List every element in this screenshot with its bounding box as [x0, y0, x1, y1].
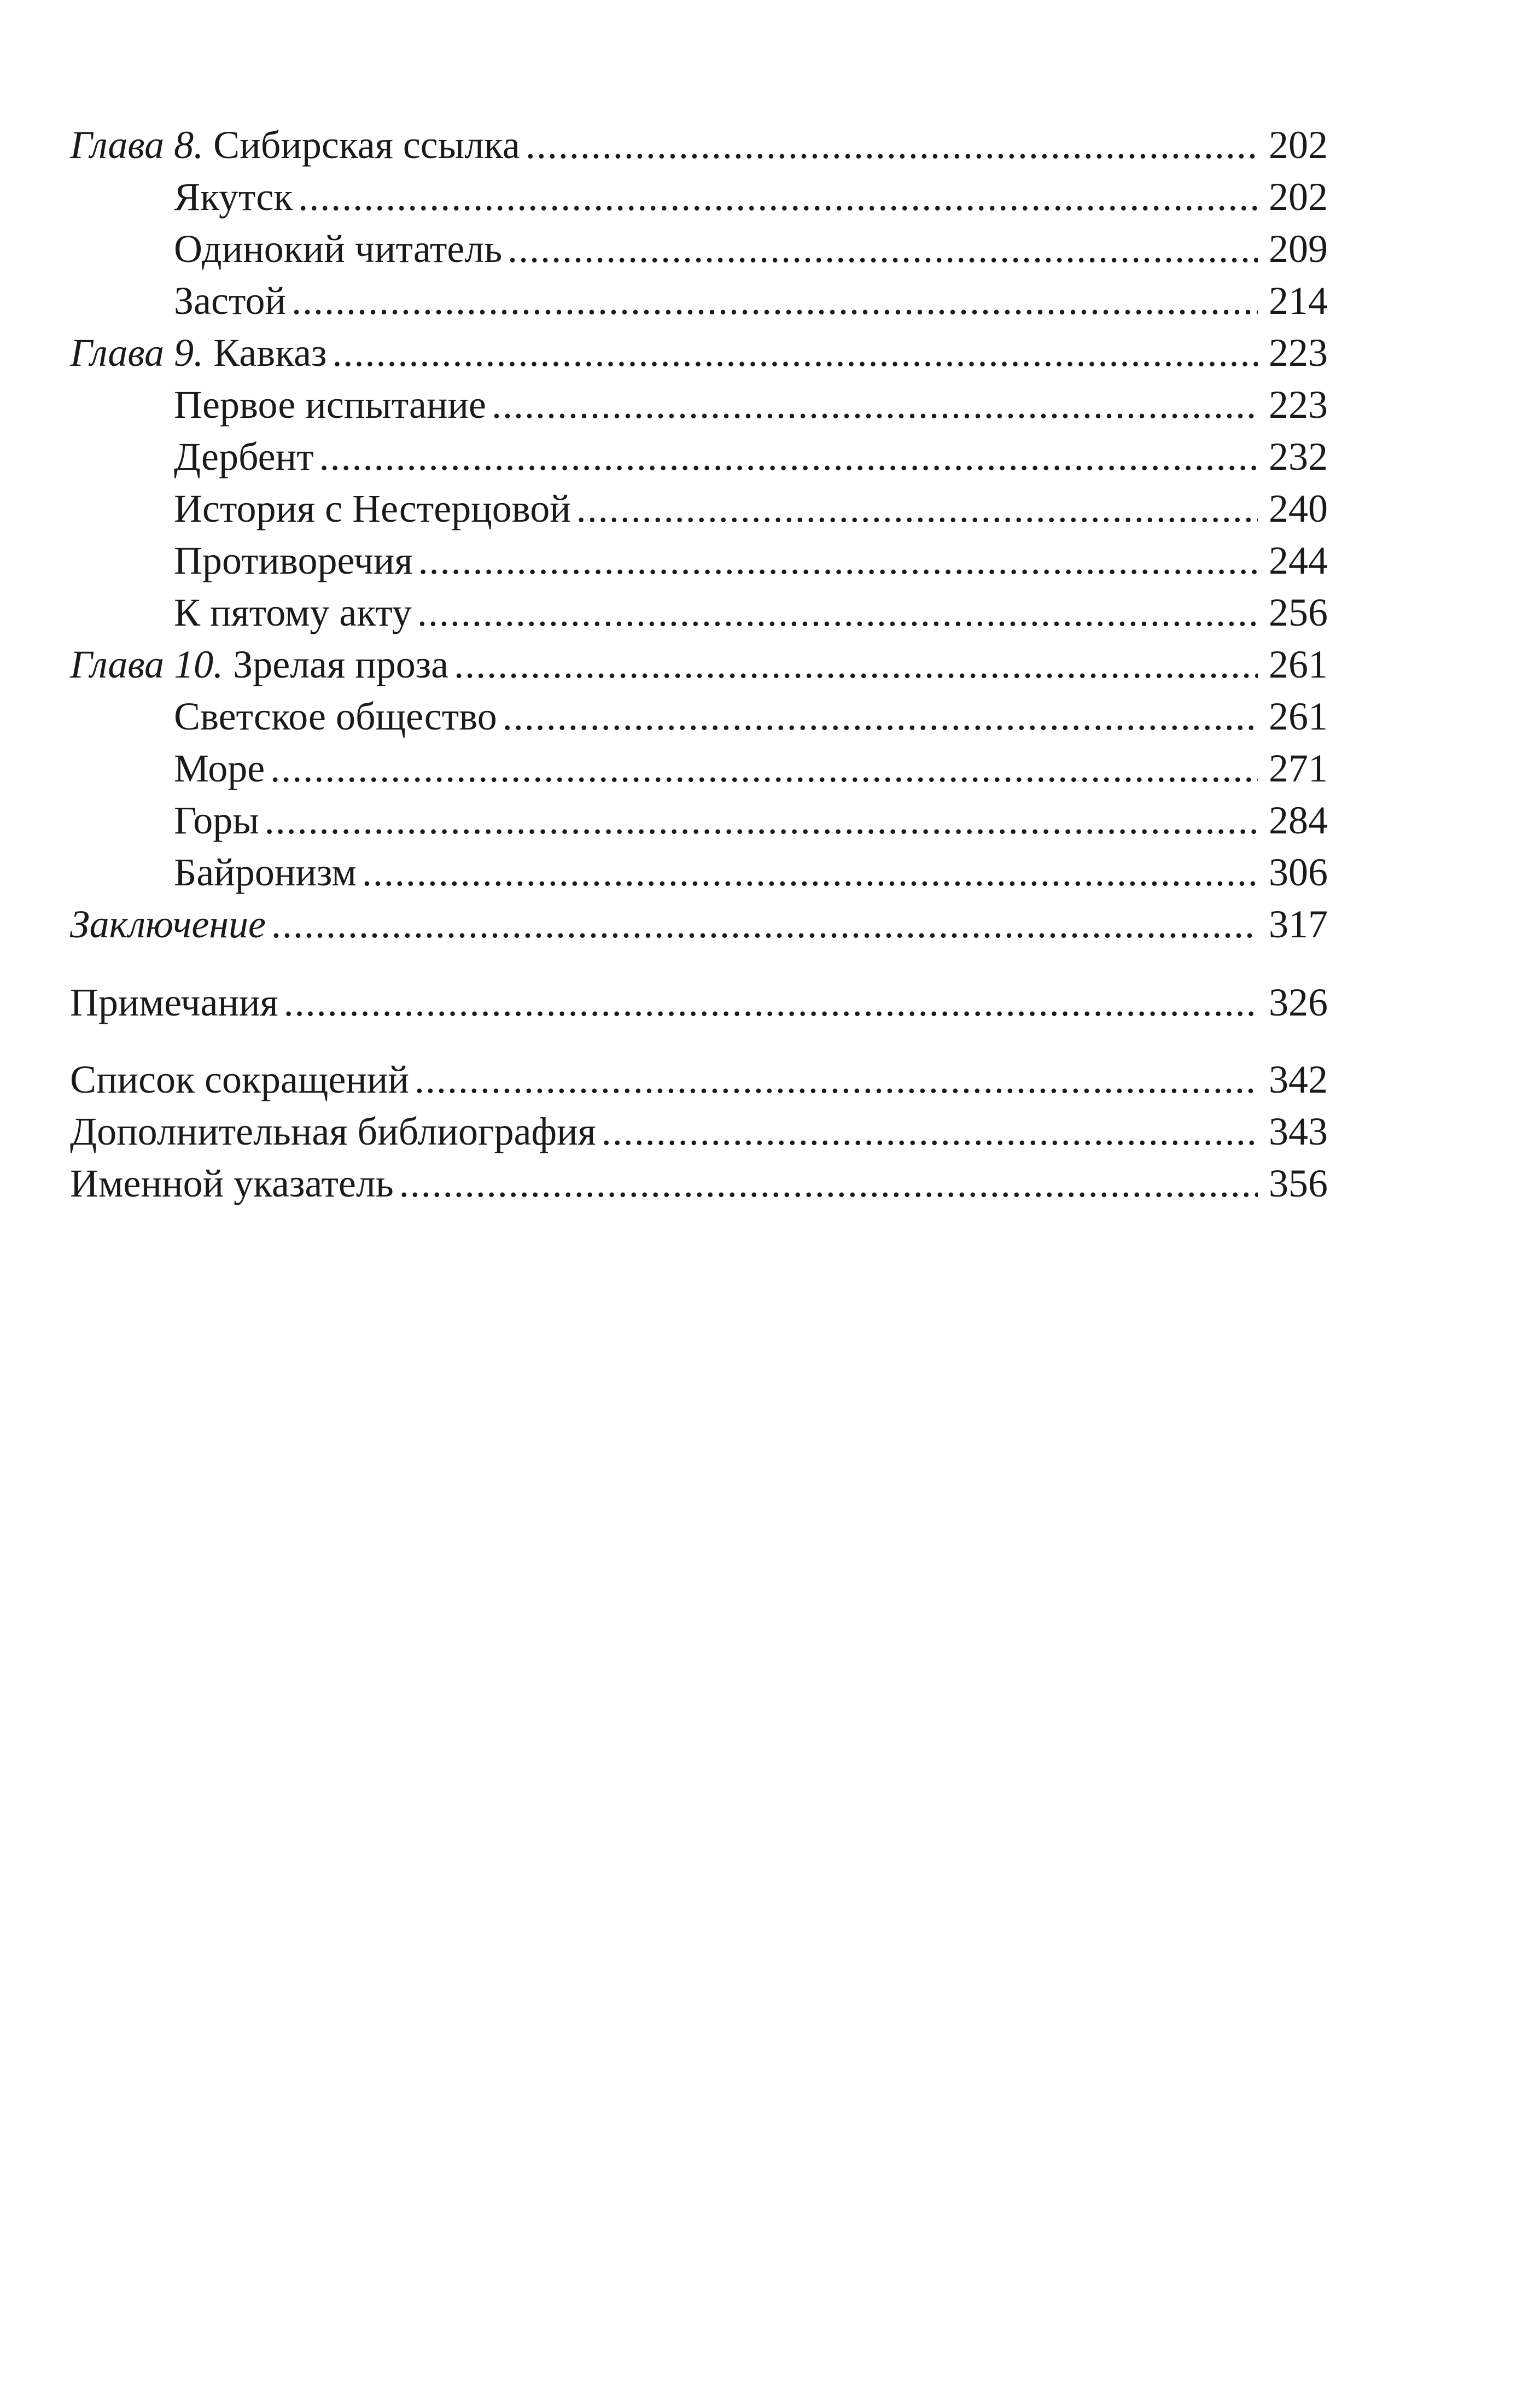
toc-entry-section: [70, 483, 1328, 535]
toc-page-number: 261: [1269, 695, 1328, 738]
toc-entry-section: [70, 743, 1328, 795]
toc-entry-title: Первое испытание: [174, 383, 487, 427]
toc-page-number: 214: [1269, 279, 1328, 323]
toc-entry-name-index: [70, 1158, 1328, 1210]
toc-entry-section: [70, 795, 1328, 847]
dot-leader: [298, 171, 1258, 223]
toc-page-number: 202: [1269, 123, 1328, 167]
toc-entry-section: [70, 691, 1328, 743]
toc-entry-section: [70, 535, 1328, 587]
toc-entry-section: [70, 431, 1328, 483]
toc-page-number: 271: [1269, 746, 1328, 790]
toc-entry-title: Заключение: [70, 902, 266, 946]
toc-page-number: 240: [1269, 487, 1328, 530]
toc-page-number: 223: [1269, 331, 1328, 375]
toc-entry-title: К пятому акту: [174, 591, 412, 634]
toc-entry-title: Дербент: [174, 435, 314, 479]
toc-entry-title: Именной указатель: [70, 1162, 394, 1205]
toc-page-number: 244: [1269, 539, 1328, 582]
toc-page-number: 209: [1269, 227, 1328, 271]
toc-entry-title: Море: [174, 746, 265, 790]
toc-entry-section: [70, 847, 1328, 898]
table-of-contents: [70, 119, 1328, 1210]
toc-entry-section: [70, 379, 1328, 431]
dot-leader: [271, 898, 1258, 950]
dot-leader: [417, 587, 1258, 639]
dot-leader: [332, 327, 1258, 379]
dot-leader: [503, 691, 1258, 743]
toc-entry-title: Светское общество: [174, 695, 497, 738]
toc-entry-title: Глава 9. Кавказ: [70, 331, 327, 375]
toc-page-number: 284: [1269, 798, 1328, 842]
toc-page-number: 202: [1269, 175, 1328, 219]
toc-entry-notes: [70, 977, 1328, 1029]
toc-page-number: 261: [1269, 643, 1328, 686]
dot-leader: [362, 847, 1258, 898]
toc-entry-conclusion: [70, 898, 1328, 950]
toc-entry-title: Байронизм: [174, 850, 357, 894]
toc-page-number: 232: [1269, 435, 1328, 479]
toc-entry-title: История с Нестерцовой: [174, 487, 571, 530]
toc-entry-chapter-9: [70, 327, 1328, 379]
toc-entry-chapter-8: [70, 119, 1328, 171]
toc-entry-bibliography: [70, 1106, 1328, 1158]
toc-entry-chapter-10: [70, 639, 1328, 691]
toc-entry-title: Якутск: [174, 175, 293, 219]
toc-entry-title: Противоречия: [174, 539, 413, 582]
chapter-label: Глава 10.: [70, 643, 224, 686]
dot-leader: [291, 275, 1258, 327]
dot-leader: [576, 483, 1258, 535]
dot-leader: [454, 639, 1258, 691]
toc-page-number: 326: [1269, 981, 1328, 1024]
dot-leader: [284, 977, 1258, 1029]
toc-page-number: 356: [1269, 1162, 1328, 1205]
dot-leader: [526, 119, 1258, 171]
toc-entry-title: Глава 10. Зрелая проза: [70, 643, 449, 686]
toc-page-number: 306: [1269, 850, 1328, 894]
toc-entry-section: [70, 587, 1328, 639]
toc-page-number: 256: [1269, 591, 1328, 634]
toc-page-number: 343: [1269, 1110, 1328, 1153]
toc-entry-title: Застой: [174, 279, 287, 323]
toc-entry-title: Горы: [174, 798, 259, 842]
toc-page-number: 317: [1269, 902, 1328, 946]
dot-leader: [319, 431, 1258, 483]
toc-entry-section: [70, 275, 1328, 327]
toc-page-number: 223: [1269, 383, 1328, 427]
toc-entry-section: [70, 171, 1328, 223]
dot-leader: [418, 535, 1258, 587]
chapter-label: Глава 9.: [70, 331, 204, 375]
toc-entry-section: [70, 223, 1328, 275]
dot-leader: [508, 223, 1258, 275]
toc-entry-title: Примечания: [70, 981, 278, 1024]
dot-leader: [415, 1054, 1258, 1106]
dot-leader: [270, 743, 1258, 795]
dot-leader: [399, 1158, 1258, 1210]
toc-entry-title: Список сокращений: [70, 1058, 409, 1101]
chapter-label: Глава 8.: [70, 123, 204, 167]
toc-entry-title: Глава 8. Сибирская ссылка: [70, 123, 520, 167]
dot-leader: [492, 379, 1258, 431]
toc-entry-title: Дополнительная библиография: [70, 1110, 596, 1153]
toc-entry-abbreviations: [70, 1054, 1328, 1106]
dot-leader: [602, 1106, 1258, 1158]
toc-page-number: 342: [1269, 1058, 1328, 1101]
toc-entry-title: Одинокий читатель: [174, 227, 503, 271]
dot-leader: [265, 795, 1258, 847]
